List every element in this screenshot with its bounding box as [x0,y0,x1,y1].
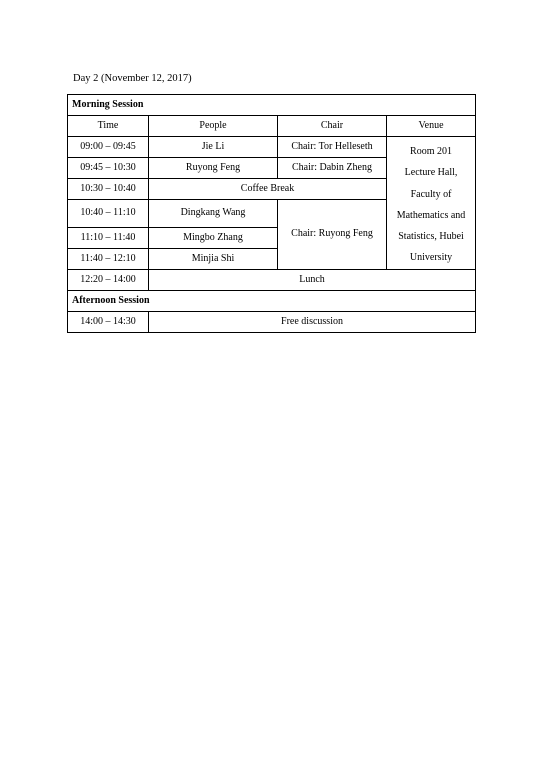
column-header-chair: Chair [278,116,387,137]
time-cell: 10:40 – 11:10 [68,200,149,228]
column-header-time: Time [68,116,149,137]
group-chair-cell: Chair: Ruyong Feng [278,200,387,270]
venue-line: Room 201 [410,146,452,157]
table-row [68,269,476,290]
event-cell: Free discussion [149,311,476,332]
header-row [68,116,476,137]
chair-cell: Chair: Dabin Zheng [278,158,387,179]
venue-line: Statistics, Hubei [398,231,464,243]
column-header-venue: Venue [387,116,476,137]
event-cell: Lunch [149,269,476,290]
chair-cell: Chair: Tor Helleseth [278,137,387,158]
time-cell: 14:00 – 14:30 [68,311,149,332]
column-header-people: People [149,116,278,137]
afternoon-session-label: Afternoon Session [68,290,476,311]
morning-session-label: Morning Session [68,95,476,116]
time-cell: 11:40 – 12:10 [68,248,149,269]
table-row [68,137,476,158]
people-cell: Minjia Shi [149,248,278,269]
table-row [68,311,476,332]
people-cell: Jie Li [149,137,278,158]
schedule-table [67,94,476,333]
day-heading: Day 2 (November 12, 2017) [73,73,192,84]
event-cell: Coffee Break [149,179,387,200]
people-cell: Dingkang Wang [149,200,278,228]
time-cell: 10:30 – 10:40 [68,179,149,200]
venue-line: Mathematics and [396,209,466,221]
time-cell: 12:20 – 14:00 [68,269,149,290]
venue-line: Faculty of [410,188,452,200]
time-cell: 09:00 – 09:45 [68,137,149,158]
venue-line: University [409,252,453,264]
people-cell: Mingbo Zhang [149,227,278,248]
venue-cell [387,137,476,270]
venue-line: Lecture Hall, [404,167,458,179]
time-cell: 09:45 – 10:30 [68,158,149,179]
afternoon-session-row [68,290,476,311]
morning-session-row [68,95,476,116]
people-cell: Ruyong Feng [149,158,278,179]
time-cell: 11:10 – 11:40 [68,227,149,248]
